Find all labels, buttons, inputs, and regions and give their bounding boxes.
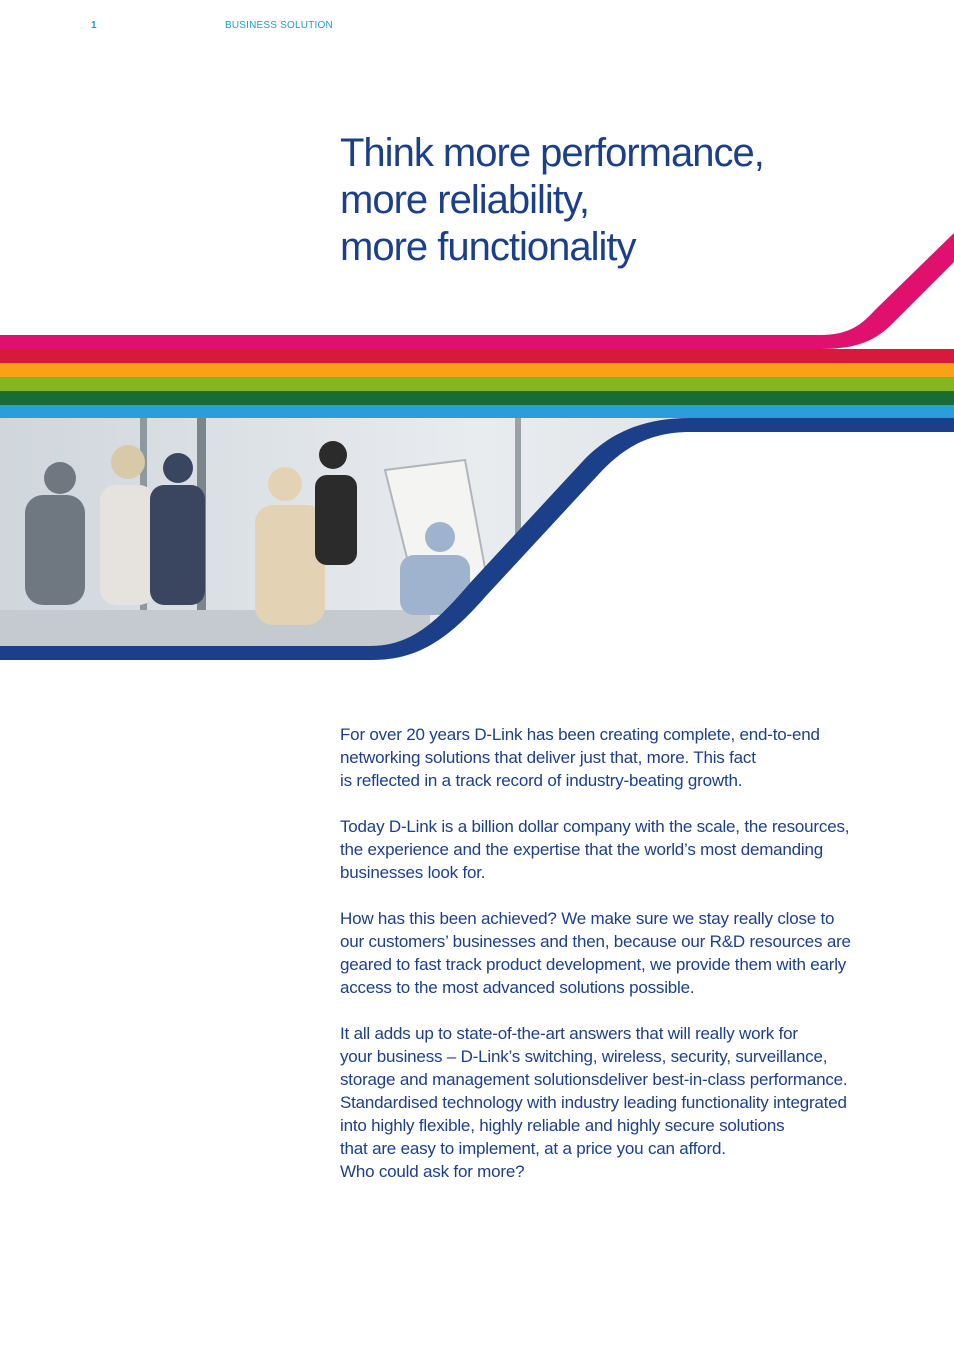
paragraph-line: access to the most advanced solutions possible. xyxy=(340,978,695,997)
headline-line-1: Think more performance, xyxy=(340,131,764,175)
paragraph-line: our customers’ businesses and then, because our R&D resources are xyxy=(340,932,851,951)
paragraph-line: businesses look for. xyxy=(340,863,486,882)
paragraph-line: into highly flexible, highly reliable and highly secure solutions xyxy=(340,1116,785,1135)
paragraph-line: that are easy to implement, at a price you can afford. xyxy=(340,1139,726,1158)
paragraph-line: For over 20 years D-Link has been creating complete, end-to-end xyxy=(340,725,820,744)
paragraph-line: Who could ask for more? xyxy=(340,1162,525,1181)
paragraph-line: your business – D-Link’s switching, wireless, security, surveillance, xyxy=(340,1047,828,1066)
headline-line-2: more reliability, xyxy=(340,178,589,222)
paragraph-line: the experience and the expertise that the world’s most demanding xyxy=(340,840,824,859)
paragraph-line: storage and management solutionsdeliver best-in-class performance. xyxy=(340,1070,848,1089)
paragraph-line: geared to fast track product development, we provide them with early xyxy=(340,955,847,974)
paragraph-line: It all adds up to state-of-the-art answers that will really work for xyxy=(340,1024,798,1043)
headline-line-3: more functionality xyxy=(340,225,636,269)
paragraph-1 xyxy=(340,723,920,792)
section-label: BUSINESS SOLUTION xyxy=(225,20,333,31)
page-number: 1 xyxy=(91,20,97,31)
stripe-graphic xyxy=(0,230,954,670)
paragraph-line: How has this been achieved? We make sure we stay really close to xyxy=(340,909,835,928)
paragraph-line: is reflected in a track record of industry-beating growth. xyxy=(340,771,743,790)
paragraph-line: Today D-Link is a billion dollar company with the scale, the resources, xyxy=(340,817,850,836)
paragraph-4 xyxy=(340,1022,920,1183)
paragraph-line: Standardised technology with industry leading functionality integrated xyxy=(340,1093,847,1112)
paragraph-3 xyxy=(340,907,920,999)
paragraph-2 xyxy=(340,815,920,884)
body-copy xyxy=(340,723,920,1206)
paragraph-line: networking solutions that deliver just that, more. This fact xyxy=(340,748,756,767)
business-meeting-photo xyxy=(0,418,954,658)
